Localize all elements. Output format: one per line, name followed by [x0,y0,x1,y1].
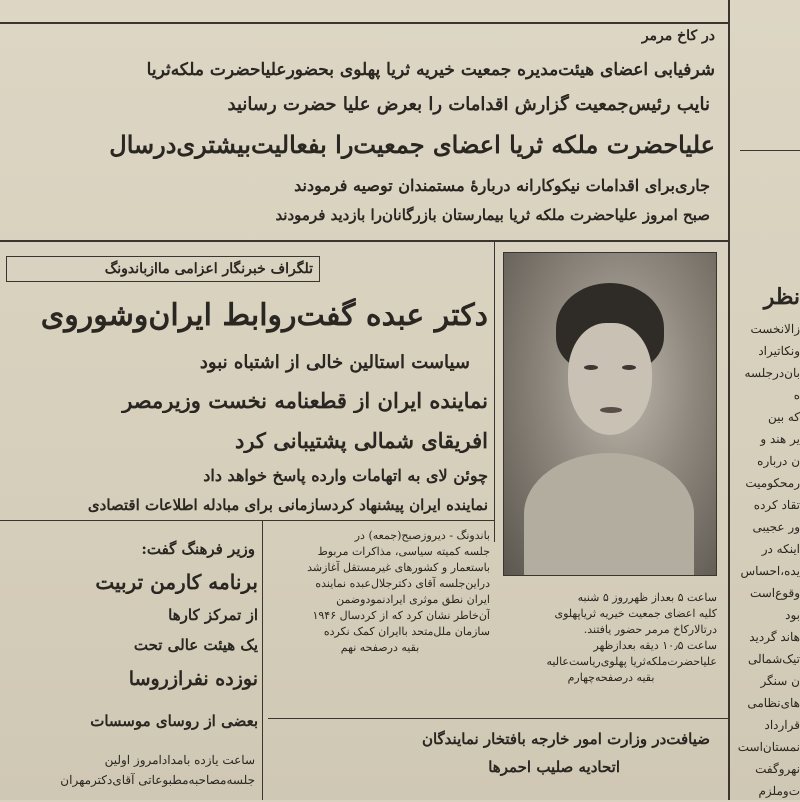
right-col-line: ن درباره [757,454,800,468]
right-col-line: ور عجیبی [752,520,800,534]
photo-eye-left [584,365,598,370]
bandung-sub1: سیاست استالین خالی از اشتباه نبود [199,352,470,373]
column-divider-photo [494,242,495,542]
right-col-line: زالانخست [750,322,800,336]
culture-line3: یک هیئت عالی تحت [133,636,258,654]
right-col-line: وقوع‌است [749,586,800,600]
bandung-body-line: جلسه کمیته سیاسی، مذاکرات مربوط [317,545,490,558]
bandung-headline: دکتر عبده گفت‌روابط ایران‌وشوروی [40,298,488,333]
photo-eye-right [622,365,636,370]
caption-line: ساعت ۵ بعداز ظهرروز ۵ شنبه [577,591,717,604]
bandung-sub4: چوئن لای به اتهامات وارده پاسخ خواهد داد [203,466,488,485]
top-story-bottom-rule [0,240,728,242]
right-col-line: که بین [767,410,800,424]
culture-line5: بعضی از روسای موسسات [90,712,258,730]
bandung-body-line: سازمان ملل‌متحد باایران کمک نکرده [323,625,490,638]
right-col-line: تیک‌شمالی [747,652,800,666]
right-col-line: ت‌وملزم [758,784,800,798]
bandung-body-line: ایران نطق موثری ایرادنمودوضمن [336,593,490,606]
photo-face [568,323,652,435]
top-story-line2: نایب رئیس‌جمعیت گزارش اقدامات را بعرض علیا حضرت رسانید [227,94,710,115]
top-story-line3: جاری‌برای اقدامات نیکوکارانه دربارهٔ مستمندان توصیه فرمودند [294,176,710,195]
photo-shoulders [524,453,694,575]
culture-body1: ساعت یازده بامدادامروز اولین [104,753,255,767]
caption-continued: بقیه درصفحه‌چهارم [567,671,655,684]
bandung-kicker: تلگراف خبرنگار اعزامی ماازباندونگ [6,256,320,282]
portrait-photo [503,252,717,576]
column-divider-right [728,0,730,800]
right-col-line: بود [785,608,800,622]
right-col-line: هاند گردید [749,630,800,644]
foreign-ministry-line1: ضیافت‌در وزارت امور خارجه بافتخار نمایندگان [421,730,710,748]
right-col-line: یر هند و [760,432,800,446]
right-col-line: نمستان‌است [737,740,800,754]
bandung-body-line: باستعمار و کشورهای غیرمستقل آغازشد [307,561,490,574]
right-col-line: ه [793,388,800,402]
culture-line1: برنامه کارمن تربیت [95,570,258,594]
bandung-body [270,528,490,656]
caption-line: ساعت ۱۰٫۵ دیقه بعدازظهر [593,639,717,652]
top-border-rule [0,22,728,24]
foreign-ministry-line2: اتحادیه صلیب احمرها [488,758,620,776]
right-col-line: های‌نظامی [747,696,800,710]
bandung-sub2: نماینده ایران از قطعنامه نخست وزیرمصر [122,388,488,413]
mid-rule [0,520,494,521]
photo-caption [505,590,717,686]
right-col-line: تقاد کرده [753,498,800,512]
culture-body2: جلسه‌مصاحبه‌مطبوعاتی آقای‌دکترمهران [60,773,255,787]
right-col-rule [740,150,800,151]
culture-line4: نوزده نفرازروسا [128,668,258,690]
bandung-sub5: نماینده ایران پیشنهاد کردسازمانی برای مبادله اطلاعات اقتصادی [87,496,488,514]
culture-line2: از تمرکز کارها [168,606,258,624]
photo-lips [600,407,622,413]
right-col-line: اینکه در [761,542,800,556]
column-divider-middle [262,520,263,800]
caption-line: کلیه اعضای جمعیت خیریه ثریاپهلوی [554,607,717,620]
bottom-box-rule [268,718,728,719]
caption-line: درتالارکاخ مرمر حضور یافتند. [583,623,717,636]
right-col-line: یده،احساس [740,564,800,578]
right-col-line: بان‌درجلسه [744,366,800,380]
top-story-line4: صبح امروز علیاحضرت ملکه ثریا بیمارستان بازرگانان‌را بازدید فرمودند [275,206,710,224]
right-col-line: ن سنگر [760,674,800,688]
culture-kicker: وزیر فرهنگ گفت: [141,540,255,558]
bandung-body-line: باندونگ - دیروزصبح(جمعه) در [354,529,490,542]
bandung-body-line: آن‌خاطر نشان کرد که از کردسال ۱۹۴۶ [312,609,490,622]
right-col-line: ونکاتیراد [758,344,800,358]
bandung-sub3: افریقای شمالی پشتیبانی کرد [234,428,488,453]
bandung-body-continued: بقیه درصفحه نهم [340,641,420,654]
top-story-kicker: در کاخ مرمر [641,28,715,44]
right-col-line: قرارداد [764,718,800,732]
top-story-headline: علیاحضرت ملکه ثریا اعضای جمعیت‌را بفعالیت‌بیشتری‌درسال [109,130,715,159]
right-col-line: رمحکومیت [745,476,800,490]
right-col-body [736,318,800,802]
right-col-line: نهروگفت [755,762,800,776]
top-story-line1: شرفیابی اعضای هیئت‌مدیره جمعیت خیریه ثریا پهلوی بحضورعلیاحضرت ملکه‌ثریا [146,60,715,80]
bandung-body-line: دراین‌جلسه آقای دکترجلال‌عبده نماینده [315,577,490,590]
caption-line: علیاحضرت‌ملکه‌ثریا پهلوی‌ریاست‌عالیه [546,655,717,668]
right-col-headline: نظر [763,284,800,310]
